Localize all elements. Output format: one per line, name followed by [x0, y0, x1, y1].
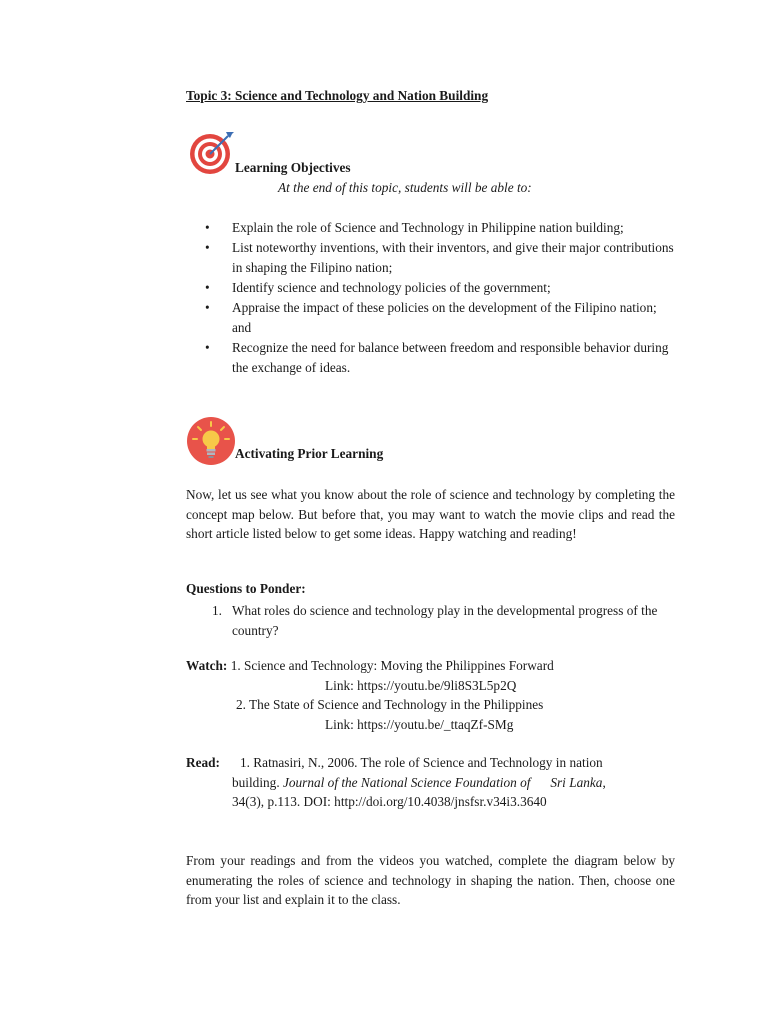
question-item [212, 601, 672, 640]
read-citation-line-3[interactable]: 34(3), p.113. DOI: http://doi.org/10.4038/jnsfsr.v34i3.3640 [232, 794, 547, 809]
lightbulb-icon [186, 416, 236, 466]
learning-objectives-intro: At the end of this topic, students will be able to: [278, 180, 532, 195]
activating-prior-learning-heading: Activating Prior Learning [235, 446, 384, 461]
bullet: • [205, 280, 210, 295]
list-item [205, 218, 675, 238]
intro-paragraph: Now, let us see what you know about the role of science and technology by completing the concept map below. But before that, you may want to watch the movie clips and read the short article listed below to get some ideas. Happy watching and reading! [186, 487, 675, 541]
citation-text: building. [232, 775, 283, 790]
objective-text: List noteworthy inventions, with their inventors, and give their major contributions in shaping the Filipino nation; [232, 240, 674, 275]
bullet: • [205, 220, 210, 235]
list-item [205, 278, 675, 298]
questions-heading: Questions to Ponder: [186, 581, 306, 596]
list-item [205, 338, 675, 378]
watch-item-1-text: 1. Science and Technology: Moving the Philippines Forward [230, 658, 554, 673]
bullet: • [205, 340, 210, 355]
objective-text: Appraise the impact of these policies on the development of the Filipino nation; and [232, 300, 657, 335]
watch-link-2[interactable]: Link: https://youtu.be/_ttaqZf-SMg [325, 717, 514, 732]
watch-item-2: 2. The State of Science and Technology in the Philippines [236, 697, 544, 712]
learning-objectives-heading: Learning Objectives [235, 160, 351, 175]
bullet: • [205, 300, 210, 315]
list-item [205, 238, 675, 278]
watch-label: Watch: [186, 658, 228, 673]
list-item [205, 298, 675, 338]
target-icon [188, 128, 236, 176]
read-citation-line-1: 1. Ratnasiri, N., 2006. The role of Science and Technology in nation [240, 755, 603, 770]
closing-paragraph: From your readings and from the videos you watched, complete the diagram below by enumerating the roles of science and technology in shaping the nation. Then, choose one from your list and explain it to the class. [186, 853, 675, 907]
objective-text: Recognize the need for balance between freedom and responsible behavior during the exchange of ideas. [232, 340, 669, 375]
read-citation-line-2 [232, 775, 606, 791]
page-title: Topic 3: Science and Technology and Nation Building [186, 88, 489, 103]
bullet: • [205, 240, 210, 255]
watch-item-1 [186, 658, 554, 674]
journal-title: Journal of the National Science Foundation of Sri Lanka [282, 775, 603, 790]
question-number: 1. [212, 603, 222, 618]
objectives-list [205, 218, 675, 378]
watch-link-1[interactable]: Link: https://youtu.be/9li8S3L5p2Q [325, 678, 517, 693]
objective-text: Explain the role of Science and Technology in Philippine nation building; [232, 220, 624, 235]
question-text: What roles do science and technology play in the developmental progress of the country? [232, 603, 658, 638]
read-label: Read: [186, 755, 220, 770]
objective-text: Identify science and technology policies of the government; [232, 280, 551, 295]
citation-comma: , [602, 775, 606, 790]
